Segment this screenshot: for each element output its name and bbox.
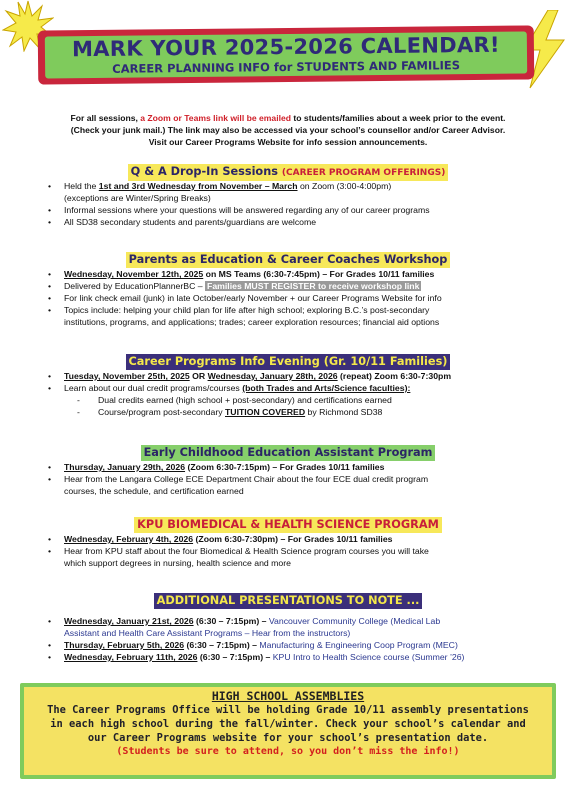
list-item	[0, 615, 576, 639]
bullet-dot-icon: •	[48, 181, 52, 191]
bullet-dot-icon: •	[48, 474, 52, 484]
intro-line-1	[20, 112, 556, 124]
ece-section	[0, 443, 576, 497]
intro-line-2: (Check your junk mail.) The link may also be accessed via your school’s counsellor and/or Career Advisor.	[70, 125, 506, 135]
kpu-header: KPU BIOMEDICAL & HEALTH SCIENCE PROGRAM	[134, 517, 442, 533]
intro-line-3: Visit our Career Programs Website for info session announcements.	[148, 137, 428, 147]
ece-date: Thursday, January 29th, 2026	[64, 462, 186, 472]
evening-sub-2-post: by Richmond SD38	[305, 407, 383, 417]
list-item	[0, 639, 576, 651]
list-item	[0, 370, 576, 382]
qa-b2: Informal sessions where your questions will be answered regarding any of our career programs	[64, 205, 430, 215]
bullet-dot-icon: •	[48, 269, 52, 279]
bullet-dot-icon: •	[48, 305, 52, 315]
bullet-dot-icon: •	[48, 293, 52, 303]
evening-header: Career Programs Info Evening (Gr. 10/11 Families)	[126, 354, 451, 370]
qa-b1-exceptions: (exceptions are Winter/Spring Breaks)	[64, 193, 211, 203]
assemblies-line-1: The Career Programs Office will be holding Grade 10/11 assembly presentations	[47, 704, 529, 716]
bullet-dot-icon: •	[48, 616, 52, 626]
evening-section	[0, 352, 576, 418]
additional-desc-1a: Vancouver Community College (Medical Lab	[268, 616, 441, 626]
assemblies-title: HIGH SCHOOL ASSEMBLIES	[211, 689, 365, 703]
dash-marker: -	[77, 395, 80, 405]
parents-b3: For link check email (junk) in late October/early November + our Career Programs Website for info	[64, 293, 442, 303]
assemblies-line-3: our Career Programs website for your school’s presentation date.	[87, 732, 489, 744]
ece-b2-line-1: Hear from the Langara College ECE Department Chair about the four ECE dual credit program	[64, 474, 429, 484]
kpu-b2-line-1: Hear from KPU staff about the four Biomedical & Health Science program courses you will take	[64, 546, 429, 556]
evening-sub-2-pre: Course/program post-secondary	[98, 407, 225, 417]
bullet-dot-icon: •	[48, 534, 52, 544]
parents-date: Wednesday, November 12th, 2025	[64, 269, 204, 279]
assemblies-note: (Students be sure to attend, so you don’t miss the info!)	[116, 746, 460, 757]
title-banner-inner	[45, 31, 527, 78]
list-item	[0, 651, 576, 663]
evening-date-1: Tuesday, November 25th, 2025	[64, 371, 190, 381]
bullet-dot-icon: •	[48, 205, 52, 215]
tuition-covered: TUITION COVERED	[225, 407, 306, 417]
bullet-dot-icon: •	[48, 462, 52, 472]
parents-header: Parents as Education & Career Coaches Workshop	[126, 252, 451, 268]
parents-section	[0, 250, 576, 328]
list-item	[0, 268, 576, 280]
additional-time-2: (6:30 – 7:15pm) –	[184, 640, 260, 650]
list-item	[0, 280, 576, 292]
title-banner	[38, 25, 535, 84]
evening-sub-1: Dual credits earned (high school + post-secondary) and certifications earned	[98, 395, 392, 405]
evening-b1-rest: (repeat) Zoom 6:30-7:30pm	[337, 371, 452, 381]
bullet-dot-icon: •	[48, 281, 52, 291]
kpu-section	[0, 515, 576, 569]
list-item	[0, 180, 576, 204]
qa-note: (CAREER PROGRAM OFFERINGS)	[281, 168, 446, 178]
evening-or: OR	[189, 371, 208, 381]
parents-b1-rest: on MS Teams (6:30-7:45pm) – For Grades 10/11 families	[203, 269, 435, 279]
qa-section	[0, 162, 576, 228]
list-item	[0, 304, 576, 328]
assemblies-inner	[24, 687, 552, 775]
additional-header: ADDITIONAL PRESENTATIONS TO NOTE ...	[154, 593, 423, 609]
kpu-b1-rest: (Zoom 6:30-7:30pm) – For Grades 10/11 families	[193, 534, 393, 544]
additional-section	[0, 591, 576, 663]
bullet-dot-icon: •	[48, 546, 52, 556]
assemblies-line-2: in each high school during the fall/winter. Check your school’s calendar and	[50, 718, 526, 730]
list-item	[0, 216, 576, 228]
evening-b2-pre: Learn about our dual credit programs/courses	[64, 383, 243, 393]
additional-date-1: Wednesday, January 21st, 2026	[64, 616, 194, 626]
bullet-dot-icon: •	[48, 371, 52, 381]
additional-time-1: (6:30 – 7:15pm) –	[193, 616, 269, 626]
list-item	[0, 292, 576, 304]
evening-date-2: Wednesday, January 28th, 2026	[207, 371, 338, 381]
list-item	[0, 204, 576, 216]
list-item	[0, 533, 576, 545]
intro-zoom-link-note: a Zoom or Teams link will be emailed	[140, 113, 292, 123]
parents-b2-pre: Delivered by EducationPlannerBC –	[64, 281, 206, 291]
qa-b1-post: on Zoom (3:00-4:00pm)	[297, 181, 392, 191]
kpu-date: Wednesday, February 4th, 2026	[64, 534, 194, 544]
page-subtitle: CAREER PLANNING INFO for STUDENTS AND FAMILIES	[112, 58, 461, 76]
bullet-dot-icon: •	[48, 652, 52, 662]
qa-b3: All SD38 secondary students and parents/guardians are welcome	[64, 217, 317, 227]
intro-text	[20, 112, 556, 148]
list-item	[0, 473, 576, 497]
parents-b4-line-1: Topics include: helping your child plan for life after high school; exploring B.C.’s post-secondary	[64, 305, 430, 315]
kpu-b2-line-2: which support degrees in nursing, health science and more	[64, 558, 291, 568]
list-item	[0, 394, 576, 406]
additional-time-3: (6:30 – 7:15pm) –	[197, 652, 273, 662]
qa-title: Q & A Drop-In Sessions	[130, 165, 278, 178]
assemblies-box	[20, 683, 556, 779]
dash-marker: -	[77, 407, 80, 417]
bullet-dot-icon: •	[48, 640, 52, 650]
ece-header: Early Childhood Education Assistant Program	[141, 445, 436, 461]
bullet-dot-icon: •	[48, 217, 52, 227]
additional-date-2: Thursday, February 5th, 2026	[64, 640, 185, 650]
additional-desc-2: Manufacturing & Engineering Coop Program (MEC)	[259, 640, 458, 650]
parents-b4-line-2: institutions, programs, and applications; trades; career exploration resources; financial aid options	[64, 317, 440, 327]
page-title: MARK YOUR 2025-2026 CALENDAR!	[71, 32, 500, 62]
list-item	[0, 461, 576, 473]
list-item	[0, 545, 576, 569]
qa-b1-schedule: 1st and 3rd Wednesday from November – March	[98, 181, 298, 191]
qa-header	[128, 164, 449, 181]
evening-b2-faculties: (both Trades and Arts/Science faculties):	[242, 383, 411, 393]
intro-line-1-pre: For all sessions,	[70, 113, 141, 123]
register-notice: Families MUST REGISTER to receive workshop link	[207, 281, 420, 291]
additional-date-3: Wednesday, February 11th, 2026	[64, 652, 198, 662]
additional-desc-3: KPU Intro to Health Science course (Summer ’26)	[272, 652, 465, 662]
qa-b1-pre: Held the	[64, 181, 99, 191]
ece-b2-line-2: courses, the schedule, and certification earned	[64, 486, 244, 496]
ece-b1-rest: (Zoom 6:30-7:15pm) – For Grades 10/11 families	[185, 462, 385, 472]
bullet-dot-icon: •	[48, 383, 52, 393]
list-item	[0, 382, 576, 394]
additional-desc-1b: Assistant and Health Care Assistant Programs – Hear from the instructors)	[64, 628, 351, 638]
list-item	[0, 406, 576, 418]
intro-line-1-post: to students/families about a week prior to the event.	[291, 113, 506, 123]
